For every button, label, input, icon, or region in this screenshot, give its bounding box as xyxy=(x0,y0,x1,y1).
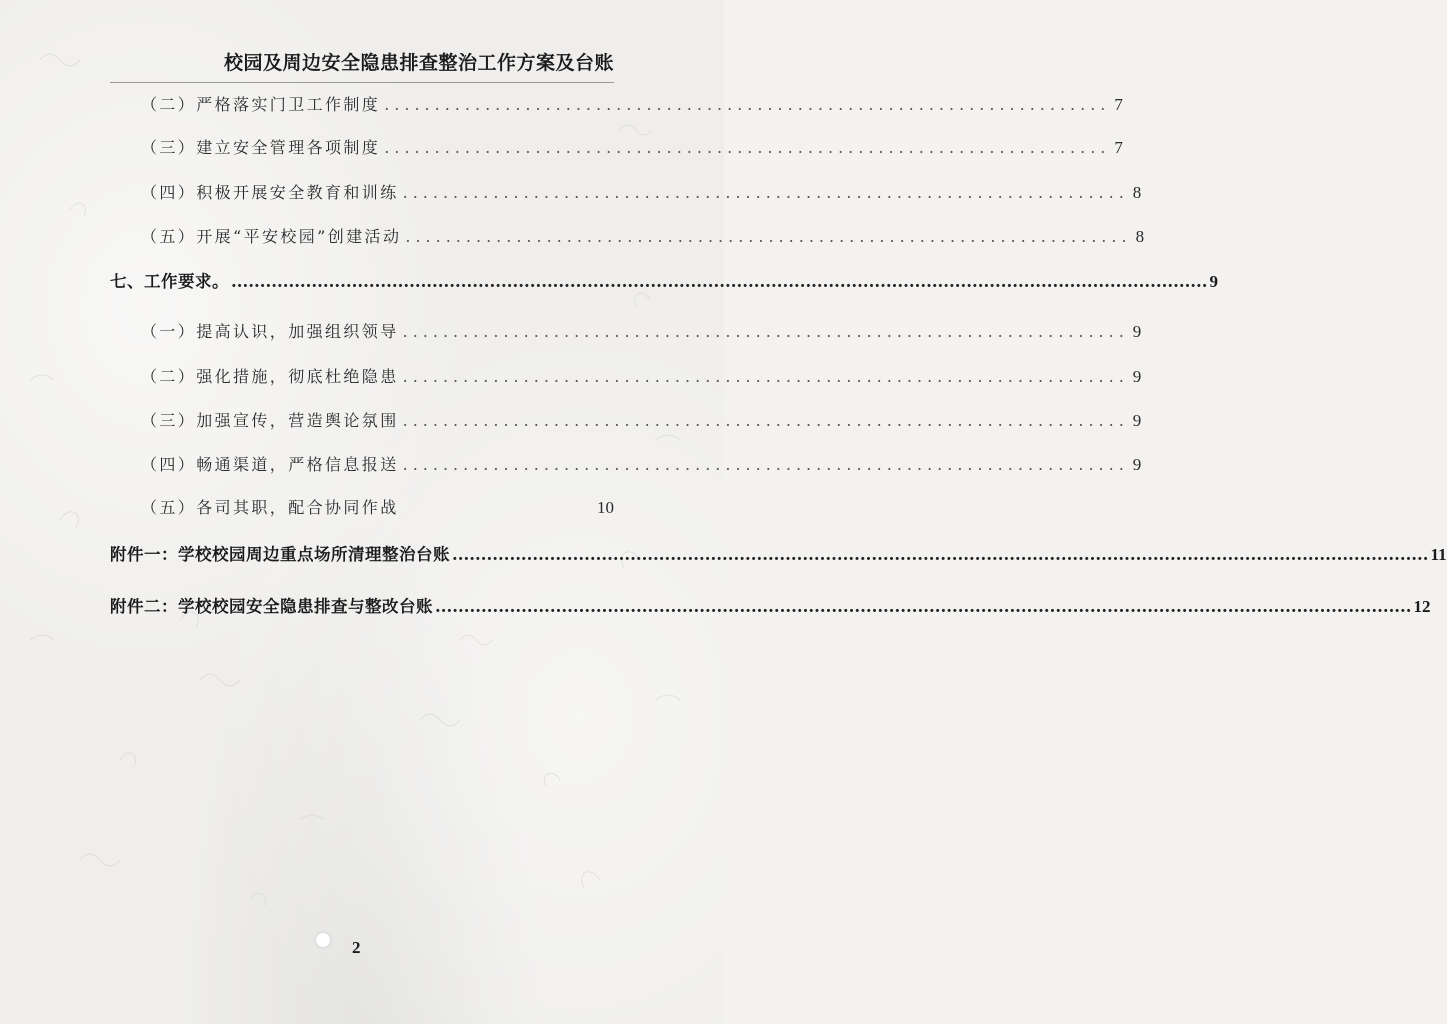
toc-leader-dots: .......................................................................................................................................................................... xyxy=(435,597,1412,616)
toc-leader-dots: ........................................................................ xyxy=(405,227,1132,246)
toc-entry-page: 9 xyxy=(1132,367,1142,386)
toc-entry-page: 7 xyxy=(1114,95,1123,114)
toc-entry-title: 附件二：学校校园安全隐患排查与整改台账 xyxy=(110,597,433,616)
toc-entry-title: （五）各司其职，配合协同作战 xyxy=(141,498,399,517)
toc-entry[interactable] xyxy=(110,224,1145,247)
toc-entry[interactable] xyxy=(110,495,614,518)
toc-entry-title: （二）严格落实门卫工作制度 xyxy=(141,95,381,114)
toc-leader-dots: .......................................................................................................................................................................... xyxy=(452,545,1429,564)
toc-entry[interactable] xyxy=(110,364,1142,387)
toc-entry-page: 7 xyxy=(1114,138,1123,157)
header-divider xyxy=(110,82,614,83)
toc-leader-dots: ........................................................................ xyxy=(402,183,1129,202)
toc-leader-dots: ........................................................................ xyxy=(384,95,1111,114)
toc-entry[interactable] xyxy=(110,92,1123,115)
toc-leader-dots: ........................................................................ xyxy=(384,138,1111,157)
toc-entry[interactable] xyxy=(110,268,1219,292)
toc-entry-page: 9 xyxy=(1132,322,1142,341)
toc-entry-title: （五）开展“平安校园”创建活动 xyxy=(141,227,402,246)
toc-entry[interactable] xyxy=(110,319,1142,342)
toc-entry-page: 11 xyxy=(1430,545,1447,564)
toc-entry[interactable] xyxy=(110,593,1431,617)
toc-leader-dots: ........................................................................ xyxy=(402,322,1129,341)
toc-entry-page: 9 xyxy=(1132,411,1142,430)
toc-entry[interactable] xyxy=(110,541,1447,565)
toc-leader-dots: ........................................................................ xyxy=(402,411,1129,430)
toc-leader-dots: ........................................................................ xyxy=(402,455,1129,474)
toc-entry-title: （二）强化措施，彻底杜绝隐患 xyxy=(141,367,399,386)
page-indicator-dot xyxy=(316,933,330,947)
toc-entry-page: 10 xyxy=(597,498,614,517)
document-header-title: 校园及周边安全隐患排查整治工作方案及台账 xyxy=(223,52,614,74)
toc-entry-title: （三）加强宣传，营造舆论氛围 xyxy=(141,411,399,430)
toc-entry[interactable] xyxy=(110,452,1142,475)
toc-entry-page: 9 xyxy=(1209,272,1219,291)
toc-leader-dots: ........................................................................ xyxy=(402,367,1129,386)
toc-entry-title: （三）建立安全管理各项制度 xyxy=(141,138,381,157)
toc-entry[interactable] xyxy=(110,180,1142,203)
toc-entry-title: （一）提高认识，加强组织领导 xyxy=(141,322,399,341)
toc-entry[interactable] xyxy=(110,135,1123,158)
toc-entry-title: 七、工作要求。 xyxy=(110,272,229,291)
toc-entry-page: 12 xyxy=(1413,597,1431,616)
toc-entry-title: 附件一：学校校园周边重点场所清理整治台账 xyxy=(110,545,450,564)
page-number: 2 xyxy=(352,938,361,957)
toc-leader-dots: .......................................................................................................................................................................... xyxy=(231,272,1208,291)
toc-entry-title: （四）积极开展安全教育和训练 xyxy=(141,183,399,202)
toc-entry-title: （四）畅通渠道，严格信息报送 xyxy=(141,455,399,474)
toc-entry-page: 8 xyxy=(1135,227,1145,246)
toc-entry-page: 9 xyxy=(1132,455,1142,474)
toc-entry[interactable] xyxy=(110,408,1142,431)
toc-entry-page: 8 xyxy=(1132,183,1142,202)
